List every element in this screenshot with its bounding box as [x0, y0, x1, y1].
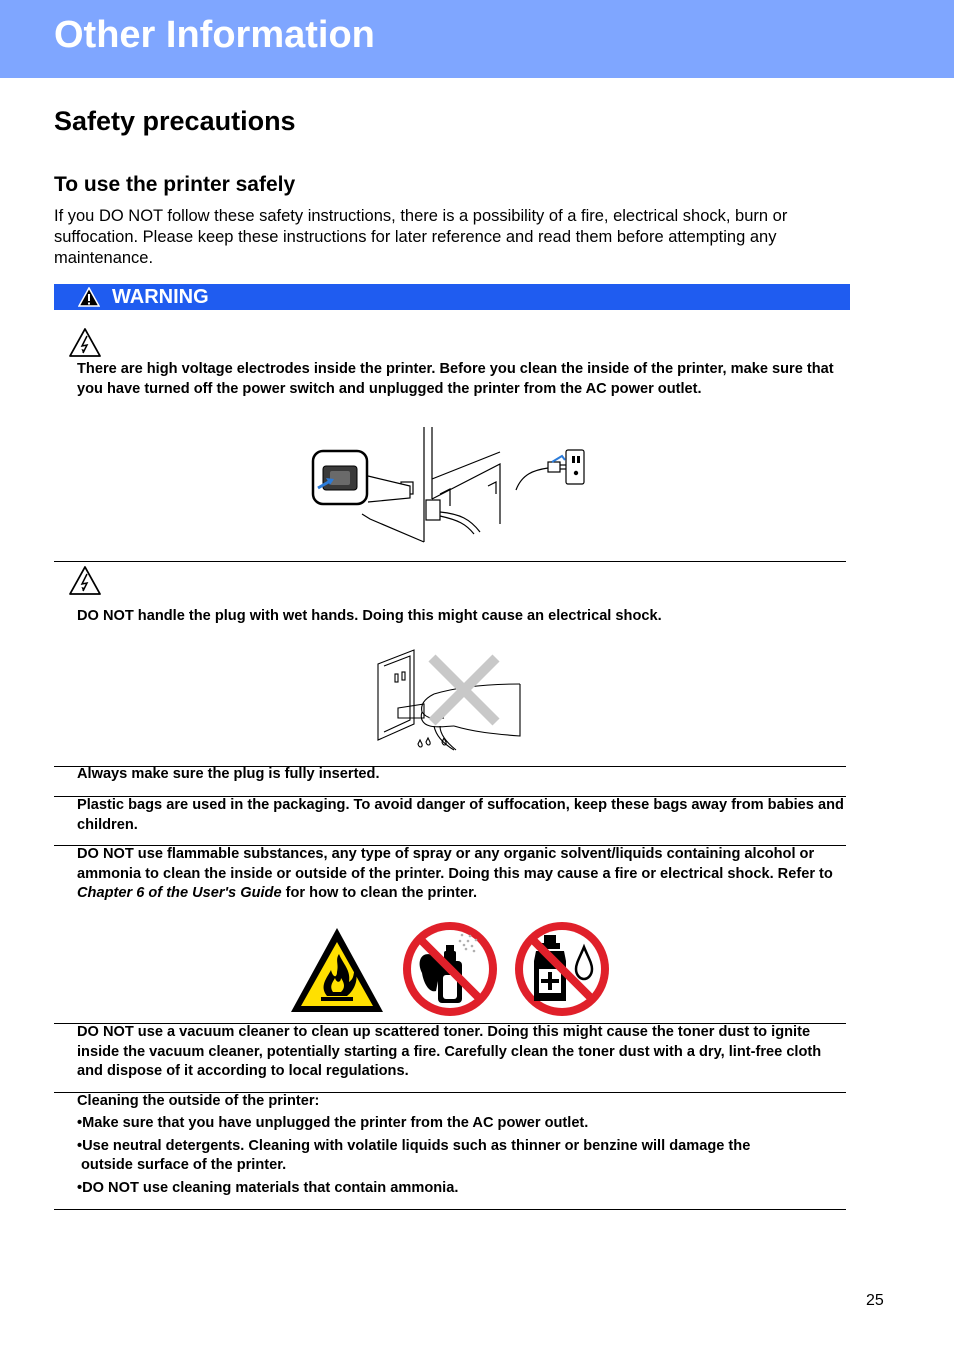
flammable-text [77, 845, 845, 904]
intro-paragraph: If you DO NOT follow these safety instructions, there is a possibility of a fire, electrical shock, burn or suffocation. Please keep these instructions for later reference and read them before attempting any maintenance. [54, 207, 788, 267]
high-voltage-text: There are high voltage electrodes inside the printer. Before you clean the inside of the printer, make sure that you have turned off the power switch and unplugged the printer from the AC power outlet. [77, 361, 834, 397]
section-title: Safety precautions [54, 106, 296, 136]
cleaning-title: Cleaning the outside of the printer: [77, 1093, 320, 1109]
cleaning-bullet-continued: outside surface of the printer. [81, 1157, 287, 1173]
plastic-bags-text: Plastic bags are used in the packaging. To avoid danger of suffocation, keep these bags away from babies and children. [77, 797, 844, 833]
wet-hands-illustration [374, 646, 524, 754]
subsection-title: To use the printer safely [54, 173, 296, 196]
no-solvent-icon [514, 921, 610, 1017]
fire-hazard-icon [289, 926, 385, 1014]
wet-hands-text: DO NOT handle the plug with wet hands. Doing this might cause an electrical shock. [77, 608, 662, 624]
vacuum-text: DO NOT use a vacuum cleaner to clean up scattered toner. Doing this might cause the toner dust to ignite inside the vacuum cleaner, potentially starting a fire. Carefully clean the toner dust with a dry, lint-free cloth and dispose of it according to local regulations. [77, 1024, 822, 1079]
divider [54, 561, 846, 562]
divider [54, 1209, 846, 1210]
flammable-text-end: for how to clean the printer. [281, 885, 478, 901]
cleaning-bullet: •Use neutral detergents. Cleaning with volatile liquids such as thinner or benzine will damage the [77, 1138, 751, 1154]
page-number: 25 [866, 1292, 884, 1309]
warning-bar [54, 284, 850, 310]
high-voltage-icon [68, 565, 102, 596]
warning-label: WARNING [112, 286, 209, 308]
warning-triangle-icon [78, 287, 100, 307]
cleaning-bullet: •DO NOT use cleaning materials that contain ammonia. [77, 1180, 459, 1196]
no-spray-icon [402, 921, 498, 1017]
users-guide-reference: Chapter 6 of the User's Guide [77, 885, 282, 901]
unplug-printer-illustration [310, 424, 590, 546]
page-title: Other Information [54, 14, 375, 56]
plug-inserted-text: Always make sure the plug is fully inserted. [77, 766, 380, 782]
flammable-text-start: DO NOT use flammable substances, any type of spray or any organic solvent/liquids containing alcohol or ammonia to clean the inside or outside of the printer. Doing this may cause a fire or electrical shock. Refer to [77, 846, 833, 882]
high-voltage-icon [68, 327, 102, 358]
cleaning-bullet: •Make sure that you have unplugged the printer from the AC power outlet. [77, 1115, 589, 1131]
